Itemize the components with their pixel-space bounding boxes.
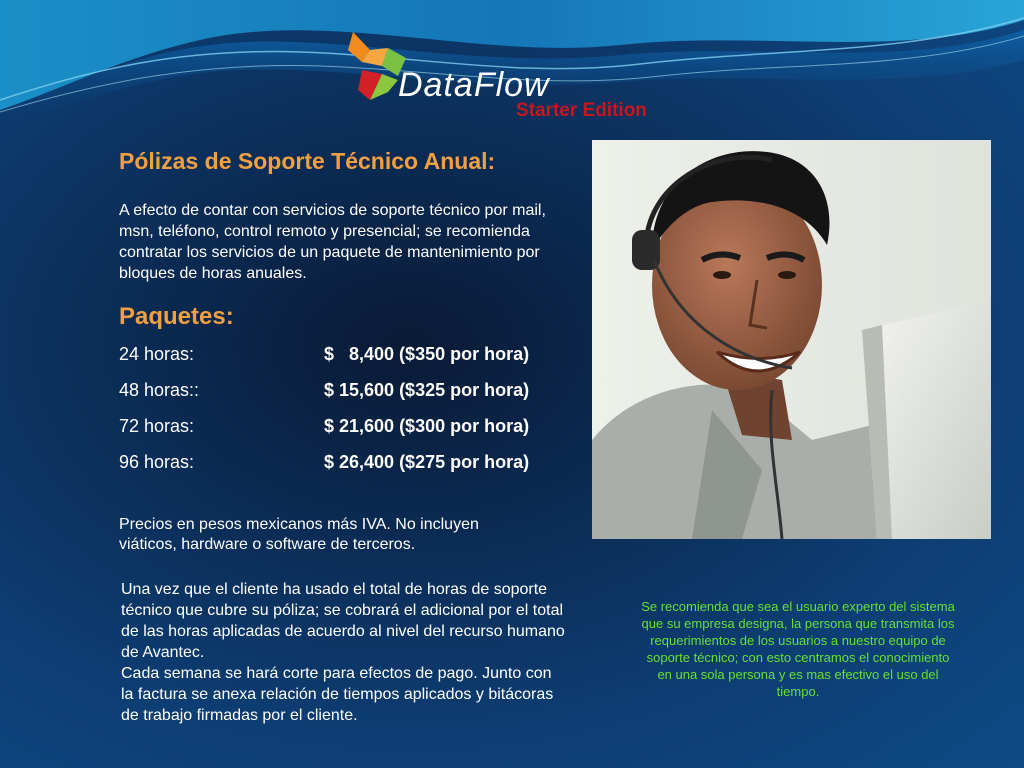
package-hours: 72 horas: [119,416,195,436]
support-agent-photo [592,140,991,539]
package-hours: 48 horas:: [119,380,200,400]
pricing-notes: Precios en pesos mexicanos más IVA. No incluyen viáticos, hardware o software de terceros. [119,516,479,553]
policy-text [121,579,566,726]
policy-paragraph: Cada semana se hará corte para efectos de pago. Junto con la factura se anexa relación de tiempos aplicados y bitácoras de trabajo firmadas por el cliente. [121,665,554,724]
package-row [119,380,559,406]
page-title: Pólizas de Soporte Técnico Anual: [119,148,496,174]
package-hours: 24 horas: [119,344,195,364]
policy-paragraph: Una vez que el cliente ha usado el total de horas de soporte técnico que cubre su póliza; se cobrará el adicional por el total de las horas aplicadas de acuerdo al nivel del recurso humano de Avantec. [121,581,565,661]
headset-person-icon [592,140,991,539]
package-row [119,452,559,478]
brand-edition: Starter Edition [516,100,647,121]
package-row [119,344,559,370]
intro-text: A efecto de contar con servicios de soporte técnico por mail, msn, teléfono, control remoto y presencial; se recomienda contratar los servicios de un paquete de mantenimiento por bloques de horas anuales. [119,202,546,282]
package-hours: 96 horas: [119,452,195,472]
package-price: $ 26,400 ($275 por hora) [324,452,530,472]
package-price: $ 15,600 ($325 por hora) [324,380,530,400]
packages-heading: Paquetes: [119,303,234,330]
brand-name: DataFlow [398,66,550,104]
package-price: $ 21,600 ($300 por hora) [324,416,530,436]
recommendation-note: Se recomienda que sea el usuario experto del sistema que su empresa designa, la persona que transmita los requerimientos de los usuarios a nuestro equipo de soporte técnico; con esto centramos el conocimiento en una sola persona y es mas efectivo el uso del tiempo. [641,599,955,699]
package-price: $ 8,400 ($350 por hora) [324,344,530,364]
package-row [119,416,559,442]
